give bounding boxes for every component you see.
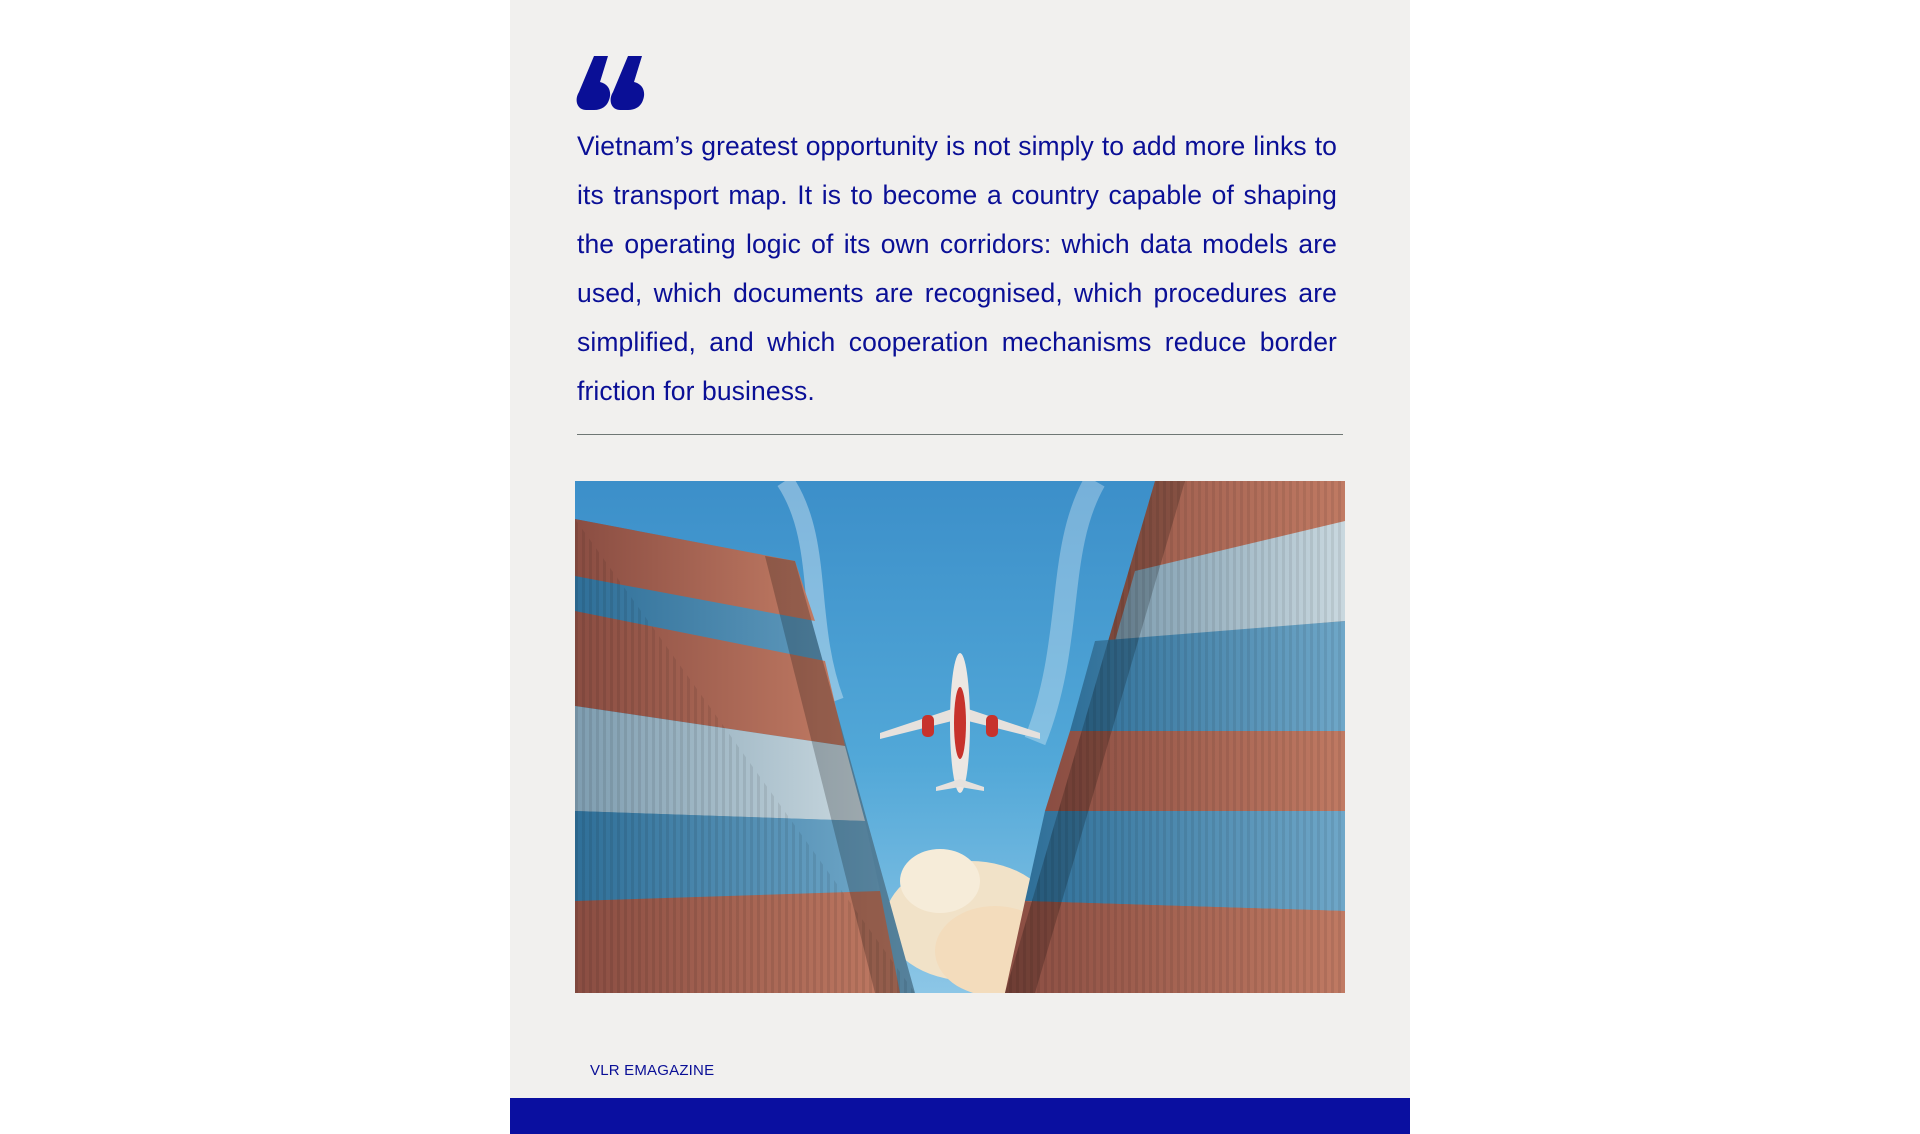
airplane-over-containers-photo (575, 481, 1345, 993)
footer-bar (510, 1098, 1410, 1134)
magazine-page (510, 0, 1410, 1134)
pull-quote-text: Vietnam’s greatest opportunity is not simply to add more links to its transport map. It is to become a country capable of shaping the operating logic of its own corridors: which data models are used, which documents are recognised, which procedures are simplified, and which cooperation mechanisms reduce border friction for business. (577, 131, 1337, 406)
publication-name: VLR EMAGAZINE (590, 1062, 715, 1079)
divider (577, 434, 1343, 435)
quote-mark-icon (576, 52, 648, 112)
